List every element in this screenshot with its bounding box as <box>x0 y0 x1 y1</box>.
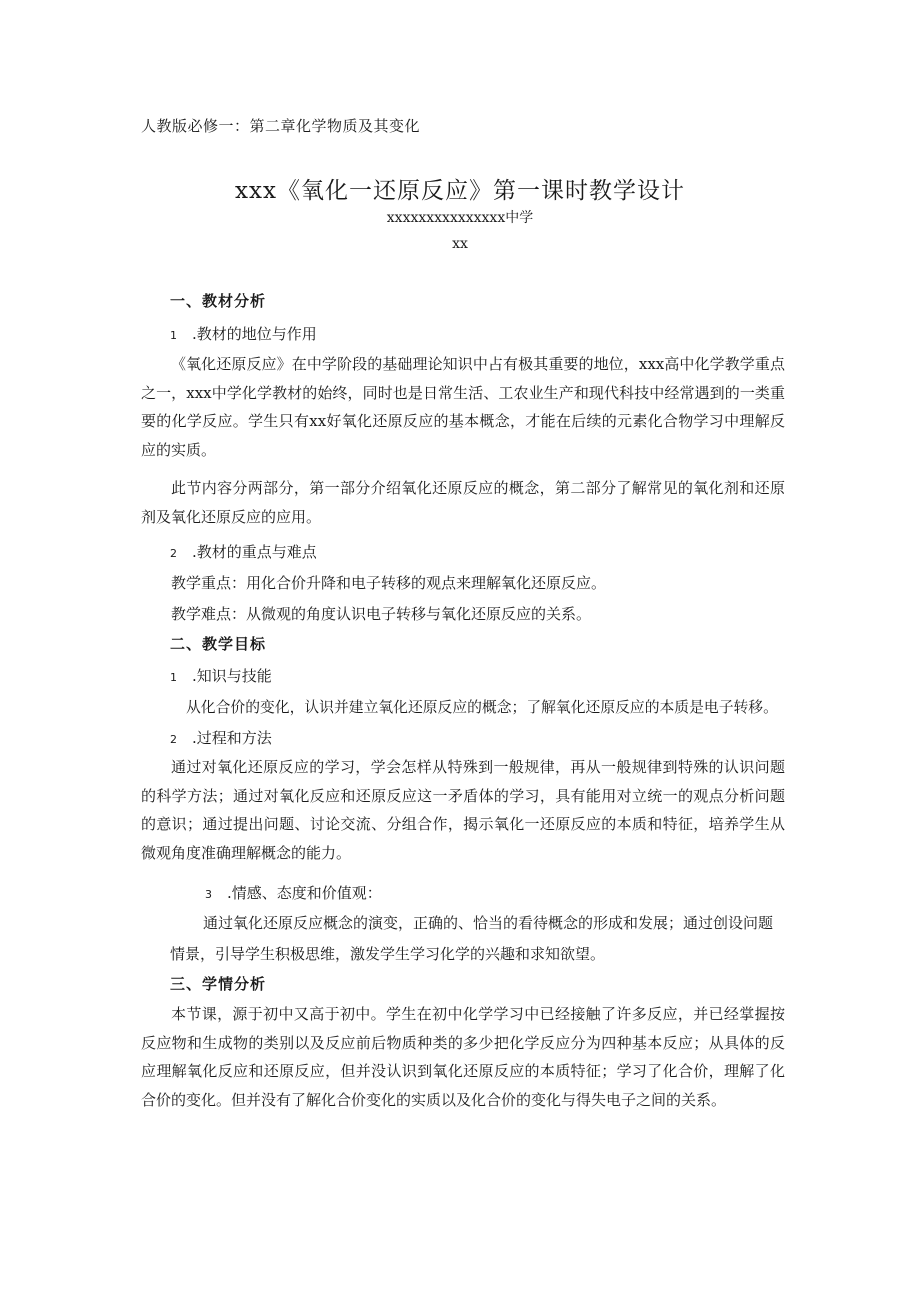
paragraph-process: 通过对氧化还原反应的学习，学会怎样从特殊到一般规律，再从一般规律到特殊的认识问题的科学方法；通过对氧化反应和还原反应这一矛盾体的学习，具有能用对立统一的观点分析问题的意识；通过提出问题、讨论交流、分组合作，揭示氧化一还原反应的本质和特征，培养学生从微观角度准确理解概念的能力。 <box>141 758 785 862</box>
subheading-text: .情感、态度和价值观： <box>227 884 382 902</box>
course-header: 人教版必修一：第二章化学物质及其变化 <box>141 117 421 135</box>
paragraph-emotion-line-1: 通过氧化还原反应概念的演变，正确的、恰当的看待概念的形成和发展；通过创设问题 <box>203 914 774 932</box>
section-heading-textbook-analysis: 一、教材分析 <box>170 292 267 310</box>
paragraph-content-parts: 此节内容分两部分，第一部分介绍氧化还原反应的概念，第二部分了解常见的氧化剂和还原剂及氧化还原反应的应用。 <box>141 479 785 526</box>
subheading-text: .教材的重点与难点 <box>192 543 317 561</box>
key-point-line: 教学重点：用化合价升降和电子转移的观点来理解氧化还原反应。 <box>171 574 607 592</box>
author-name: xx <box>452 236 468 252</box>
difficulty-line: 教学难点：从微观的角度认识电子转移与氧化还原反应的关系。 <box>171 605 592 623</box>
document-title: xxx《氧化一还原反应》第一课时教学设计 <box>235 178 685 204</box>
subheading-text: .知识与技能 <box>192 667 272 685</box>
paragraph-role: 《氧化还原反应》在中学阶段的基础理论知识中占有极其重要的地位，xxx高中化学教学重点之一，xxx中学化学教材的始终，同时也是日常生活、工农业生产和现代科技中经常遇到的一类重要的化学反应。学生只有xx好氧化还原反应的基本概念，才能在后续的元素化合物学习中理解反应的实质。 <box>141 355 785 459</box>
subheading-role <box>170 323 317 344</box>
subheading-knowledge <box>170 665 272 686</box>
subheading-text: .过程和方法 <box>192 729 272 747</box>
subheading-number: 1 <box>170 329 177 342</box>
subheading-number: 1 <box>170 671 177 684</box>
paragraph-knowledge: 从化合价的变化，认识并建立氧化还原反应的概念；了解氧化还原反应的本质是电子转移。 <box>186 699 778 716</box>
subheading-number: 2 <box>170 733 177 746</box>
subheading-text: .教材的地位与作用 <box>192 325 317 343</box>
subheading-key-difficulty <box>170 541 317 562</box>
section-heading-student-analysis: 三、学情分析 <box>170 975 267 993</box>
subheading-process <box>170 727 272 748</box>
subheading-number: 3 <box>205 888 212 901</box>
subheading-number: 2 <box>170 547 177 560</box>
subheading-emotion <box>205 882 382 903</box>
paragraph-student-analysis: 本节课，源于初中又高于初中。学生在初中化学学习中已经接触了许多反应，并已经掌握按反应物和生成物的类别以及反应前后物质种类的多少把化学反应分为四种基本反应；从具体的反应理解氧化反应和还原反应，但并没认识到氧化还原反应的本质特征；学习了化合价，理解了化合价的变化。但并没有了解化合价变化的实质以及化合价的变化与得失电子之间的关系。 <box>141 1005 785 1109</box>
paragraph-emotion-line-2: 情景，引导学生积极思维，激发学生学习化学的兴趣和求知欲望。 <box>170 945 606 963</box>
section-heading-teaching-goals: 二、教学目标 <box>170 635 267 653</box>
school-name: xxxxxxxxxxxxxxx中学 <box>386 210 534 226</box>
